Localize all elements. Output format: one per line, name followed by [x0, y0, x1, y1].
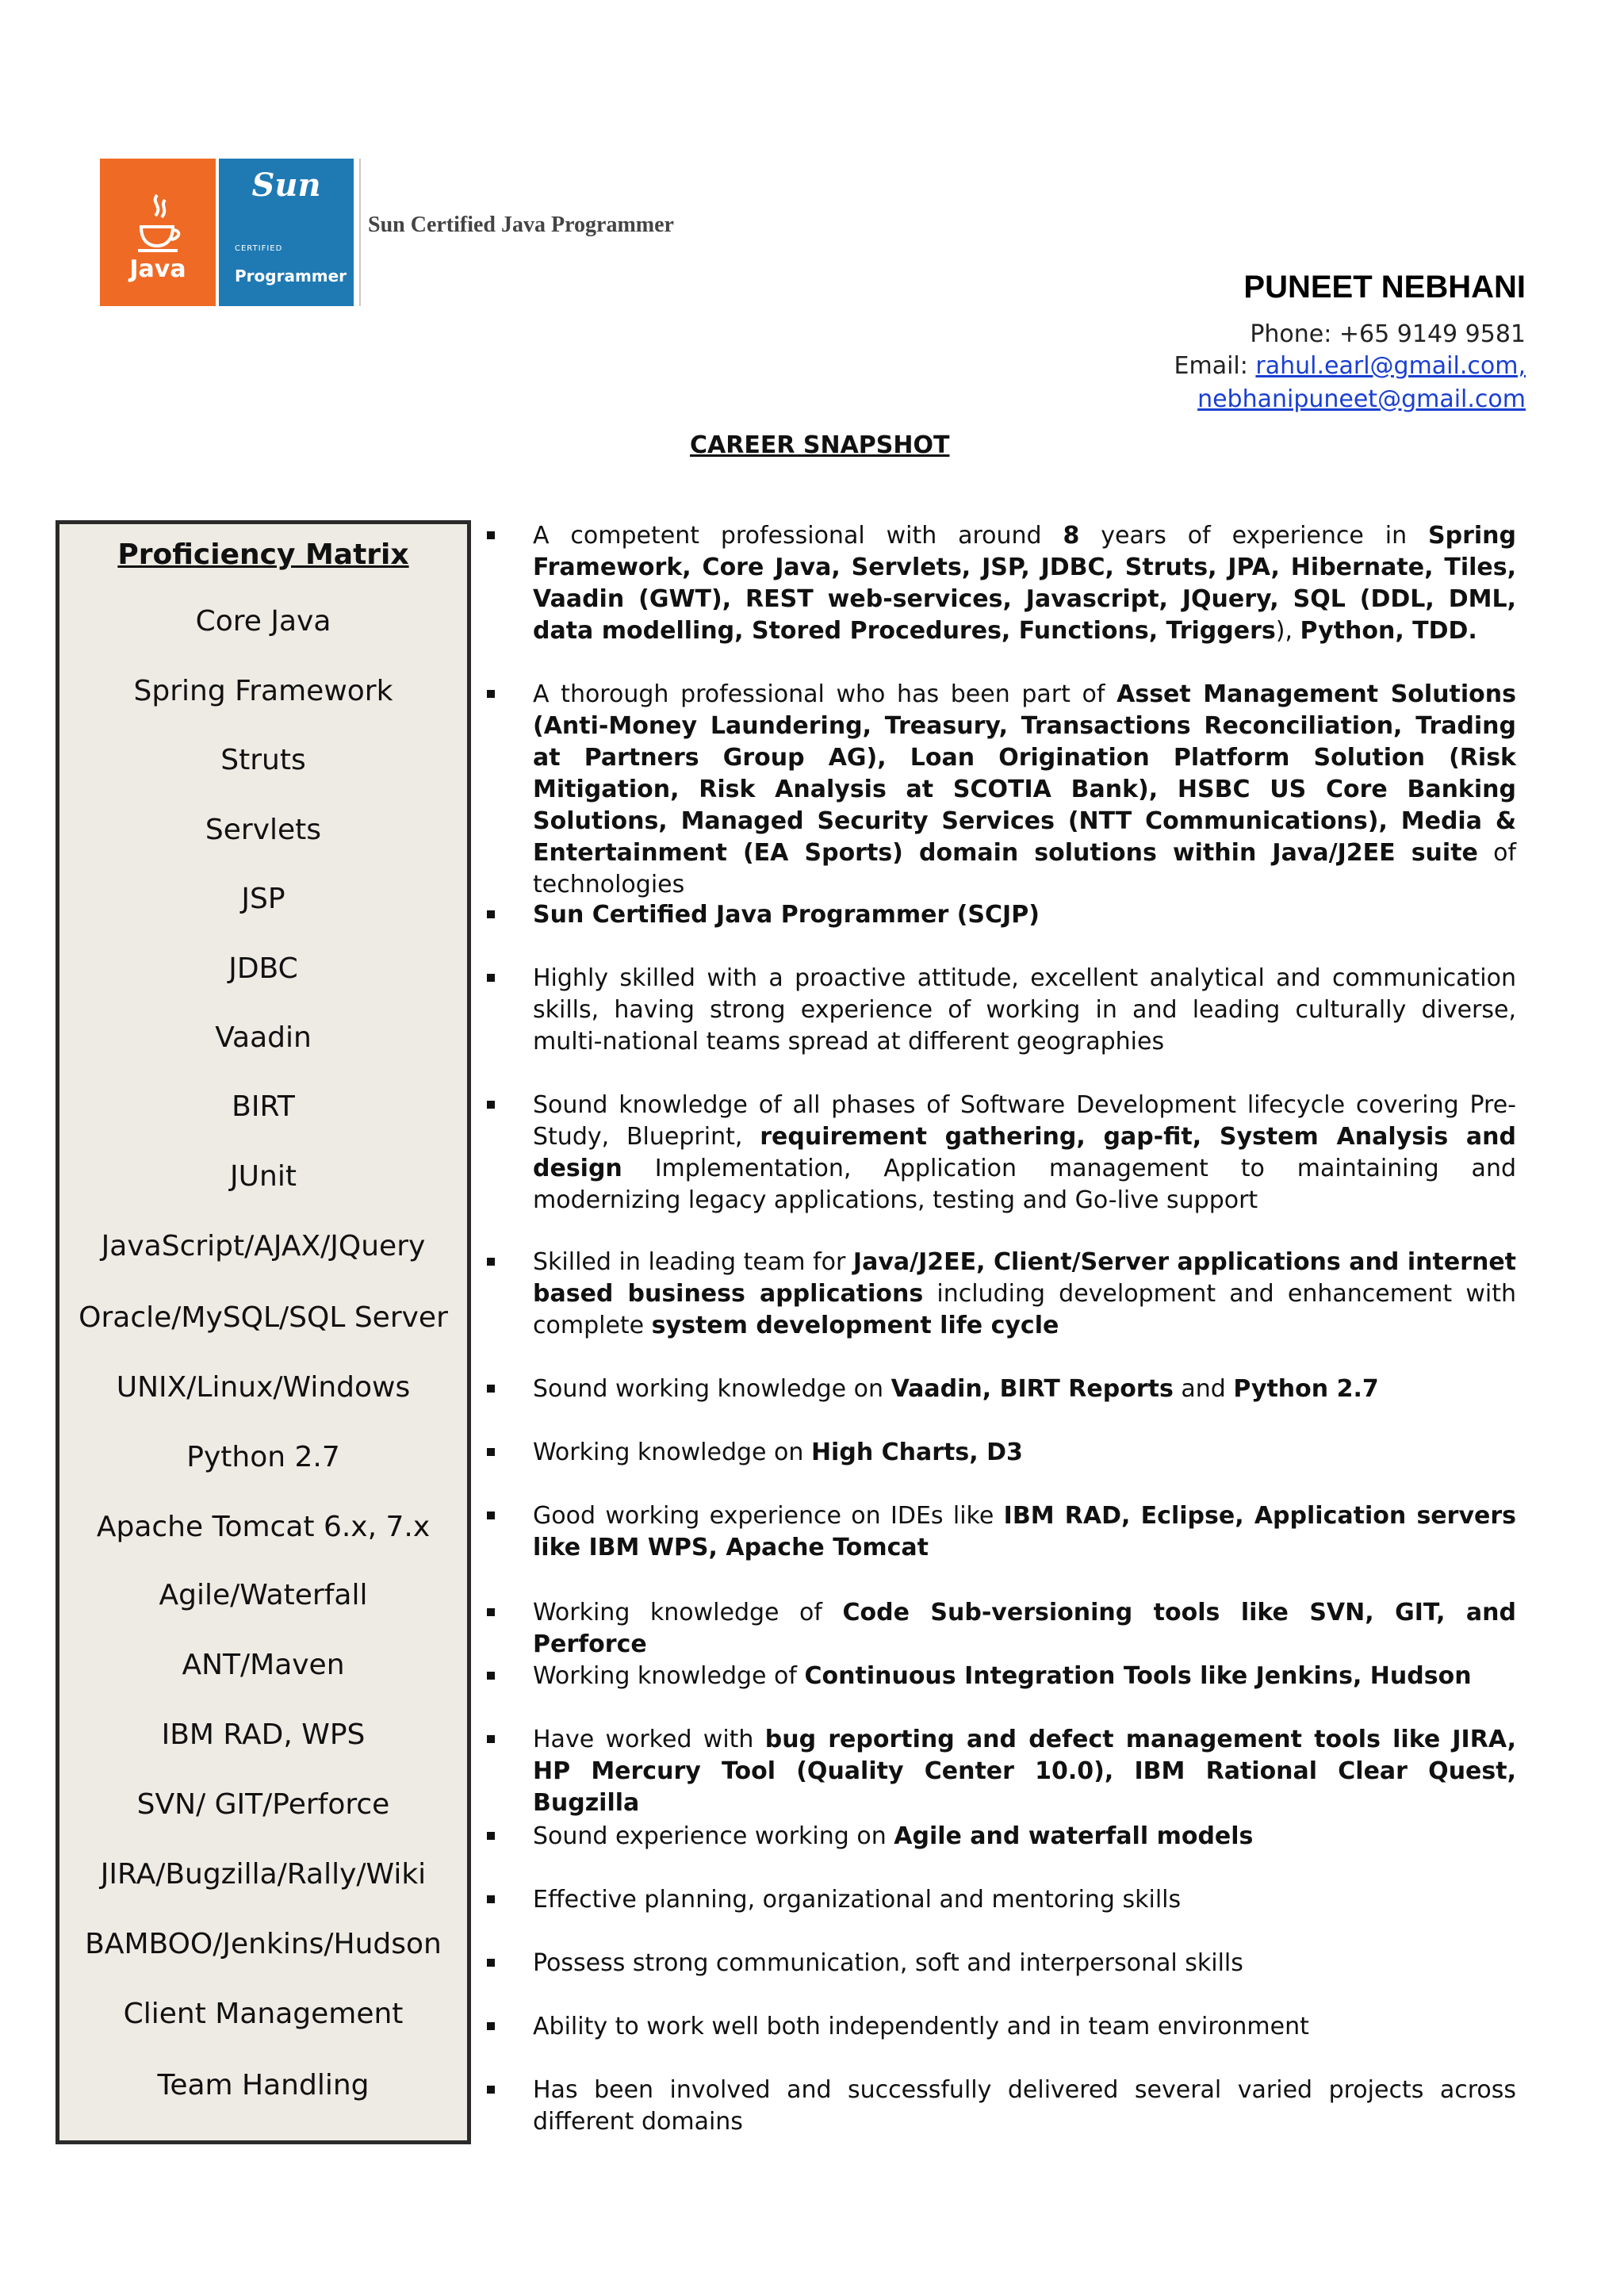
email-label: Email:: [1174, 352, 1248, 380]
proficiency-item: ANT/Maven: [182, 1649, 345, 1681]
logo-divider: [359, 159, 361, 306]
proficiency-item: BIRT: [232, 1090, 295, 1123]
bullet-text-run: years of experience in: [1079, 522, 1428, 550]
candidate-name: PUNEET NEBHANI: [1243, 270, 1526, 305]
bullet-text-run: ),: [1275, 617, 1300, 645]
certification-title: Sun Certified Java Programmer: [368, 213, 674, 237]
sun-logo-certified: CERTIFIED: [235, 244, 283, 253]
bullet-text-bold: Asset Management Solutions (Anti-Money Laundering, Treasury, Transactions Reconciliation, Trading at Partners Group AG), Loan Origination Platform Solution (Risk Mitigation, Risk Analysis at SCOTIA Bank), HSBC US Core Banking Solutions, Managed Security Services (NTT Communications), Media & Entertainment (EA Sports) domain solutions within Java/J2EE suite: [533, 680, 1517, 867]
proficiency-item: Spring Framework: [133, 675, 393, 707]
phone-number: +65 9149 9581: [1339, 320, 1526, 348]
bullet-text-bold: Python 2.7: [1233, 1375, 1379, 1403]
bullet-text-bold: High Charts, D3: [810, 1439, 1023, 1466]
snapshot-bullet-text: [533, 1374, 1516, 1405]
proficiency-item: JSP: [241, 883, 285, 915]
bullet-text-bold: Java/J2EE, Client/Server applications and internet based business applications: [533, 1248, 1517, 1308]
section-title: CAREER SNAPSHOT: [690, 431, 950, 459]
bullet-text-run: Good working experience on IDEs like: [533, 1502, 1004, 1530]
bullet-text-bold: system development life cycle: [651, 1312, 1059, 1339]
snapshot-bullet-text: [533, 2011, 1516, 2043]
bullet-text-run: Working knowledge of: [533, 1662, 805, 1690]
bullet-square-icon: [487, 2086, 495, 2094]
snapshot-bullet-text: [533, 520, 1516, 647]
bullet-text-run: Effective planning, organizational and mentoring skills: [533, 1886, 1182, 1914]
bullet-text-run: Ability to work well both independently and in team environment: [533, 2013, 1309, 2040]
proficiency-item: JUnit: [230, 1160, 297, 1193]
snapshot-bullet-text: [533, 1437, 1516, 1469]
java-logo-panel: [100, 159, 216, 306]
bullet-text-bold: Agile and waterfall models: [894, 1822, 1254, 1850]
bullet-text-bold: 8: [1063, 522, 1080, 550]
proficiency-item: UNIX/Linux/Windows: [116, 1371, 411, 1404]
proficiency-item: Apache Tomcat 6.x, 7.x: [96, 1511, 431, 1543]
bullet-text-run: Have worked with: [533, 1726, 765, 1753]
bullet-square-icon: [487, 1258, 495, 1266]
bullet-square-icon: [487, 690, 495, 698]
proficiency-item: Client Management: [123, 1998, 404, 2030]
proficiency-item: IBM RAD, WPS: [161, 1718, 366, 1751]
bullet-text-bold: bug reporting and defect management tools like JIRA, HP Mercury Tool (Quality Center 10.0), IBM Rational Clear Quest, Bugzilla: [533, 1726, 1516, 1817]
sun-java-certification-logo: [100, 159, 354, 306]
bullet-square-icon: [487, 1511, 495, 1519]
bullet-text-run: Skilled in leading team for: [533, 1248, 853, 1276]
sun-logo-programmer: Programmer: [235, 266, 347, 285]
bullet-text-run: A thorough professional who has been part of: [533, 680, 1117, 708]
bullet-text-run: Has been involved and successfully delivered several varied projects across different domains: [533, 2076, 1516, 2136]
snapshot-bullet-text: [533, 1247, 1516, 1342]
bullet-text-run: Sound experience working on: [533, 1822, 894, 1850]
proficiency-item: Oracle/MySQL/SQL Server: [79, 1301, 448, 1334]
proficiency-matrix-title: Proficiency Matrix: [117, 538, 409, 571]
bullet-text-run: including development and enhancement with complete: [533, 1280, 1516, 1339]
proficiency-item: Struts: [220, 744, 306, 776]
bullet-text-run: A competent professional with around: [533, 522, 1063, 550]
bullet-square-icon: [487, 1895, 495, 1903]
bullet-square-icon: [487, 974, 495, 982]
proficiency-item: Core Java: [195, 605, 331, 638]
bullet-text-run: of technologies: [533, 839, 1516, 898]
email-link-secondary[interactable]: nebhanipuneet@gmail.com: [1197, 385, 1526, 413]
snapshot-bullet-text: [533, 1821, 1516, 1852]
bullet-text-run: Working knowledge of: [533, 1599, 843, 1626]
email-line: [1174, 352, 1526, 380]
bullet-text-run: Highly skilled with a proactive attitude, excellent analytical and communication skills, having strong experience of working in and leading culturally diverse, multi-national teams spread at different geographies: [533, 964, 1516, 1056]
bullet-text-bold: requirement gathering, gap-fit, System Analysis and design: [533, 1123, 1517, 1182]
bullet-square-icon: [487, 2022, 495, 2030]
email-link-primary[interactable]: rahul.earl@gmail.com,: [1255, 352, 1526, 380]
proficiency-item: Agile/Waterfall: [159, 1579, 368, 1611]
snapshot-bullet-text: [533, 2075, 1516, 2138]
phone-label: Phone:: [1250, 320, 1332, 348]
java-cup-icon: [133, 192, 184, 255]
email-line-secondary: [1197, 385, 1526, 413]
java-logo-word: Java: [129, 255, 186, 283]
proficiency-item: SVN/ GIT/Perforce: [136, 1788, 390, 1821]
bullet-square-icon: [487, 1101, 495, 1109]
bullet-square-icon: [487, 1385, 495, 1393]
phone-line: [1250, 320, 1526, 348]
bullet-square-icon: [487, 1959, 495, 1967]
bullet-square-icon: [487, 1735, 495, 1743]
snapshot-bullet-text: [533, 1948, 1516, 1979]
proficiency-item: JavaScript/AJAX/JQuery: [101, 1230, 426, 1262]
bullet-text-bold: Sun Certified Java Programmer (SCJP): [533, 901, 1040, 929]
proficiency-item: BAMBOO/Jenkins/Hudson: [85, 1928, 442, 1960]
proficiency-item: Vaadin: [215, 1021, 312, 1054]
bullet-square-icon: [487, 910, 495, 918]
bullet-text-bold: Spring Framework, Core Java, Servlets, JSP, JDBC, Struts, JPA, Hibernate, Tiles, Vaadin (GWT), REST web-services, Javascript, JQuery, SQL (DDL, DML, data modelling, Stored Procedures, Functions, Triggers: [533, 522, 1516, 645]
bullet-square-icon: [487, 531, 495, 539]
bullet-text-bold: Python, TDD.: [1300, 617, 1477, 645]
bullet-text-bold: Continuous Integration Tools like Jenkins, Hudson: [804, 1662, 1472, 1690]
bullet-square-icon: [487, 1672, 495, 1680]
bullet-text-run: Sound knowledge of all phases of Software Development lifecycle covering Pre-Study, Blueprint,: [533, 1091, 1516, 1151]
proficiency-item: JIRA/Bugzilla/Rally/Wiki: [100, 1858, 427, 1891]
bullet-square-icon: [487, 1448, 495, 1456]
snapshot-bullet-text: [533, 963, 1516, 1058]
snapshot-bullet-text: [533, 1500, 1516, 1564]
bullet-text-run: Possess strong communication, soft and interpersonal skills: [533, 1949, 1243, 1977]
bullet-text-run: Working knowledge on: [533, 1439, 811, 1466]
bullet-text-run: and: [1173, 1375, 1234, 1403]
snapshot-bullet-text: [533, 679, 1516, 901]
snapshot-bullet-text: [533, 1724, 1516, 1819]
proficiency-item: Python 2.7: [186, 1441, 340, 1473]
proficiency-item: JDBC: [228, 952, 298, 985]
snapshot-bullet-text: [533, 1661, 1516, 1692]
bullet-text-run: Sound working knowledge on: [533, 1375, 891, 1403]
snapshot-bullet-text: [533, 1884, 1516, 1916]
bullet-square-icon: [487, 1832, 495, 1840]
sun-logo-panel: [219, 159, 354, 306]
snapshot-bullet-text: [533, 899, 1516, 931]
bullet-text-bold: Vaadin, BIRT Reports: [891, 1375, 1174, 1403]
sun-logo-word: Sun: [251, 167, 321, 204]
proficiency-matrix: [56, 520, 471, 2144]
bullet-text-run: Implementation, Application management to maintaining and modernizing legacy applications, testing and Go-live support: [533, 1155, 1516, 1214]
snapshot-bullet-text: [533, 1597, 1516, 1661]
proficiency-item: Servlets: [205, 814, 322, 846]
bullet-square-icon: [487, 1608, 495, 1616]
bullet-text-bold: IBM RAD, Eclipse, Application servers like IBM WPS, Apache Tomcat: [533, 1502, 1517, 1561]
snapshot-bullet-text: [533, 1090, 1516, 1216]
bullet-text-bold: Code Sub-versioning tools like SVN, GIT, and Perforce: [533, 1599, 1516, 1658]
proficiency-item: Team Handling: [157, 2069, 370, 2102]
